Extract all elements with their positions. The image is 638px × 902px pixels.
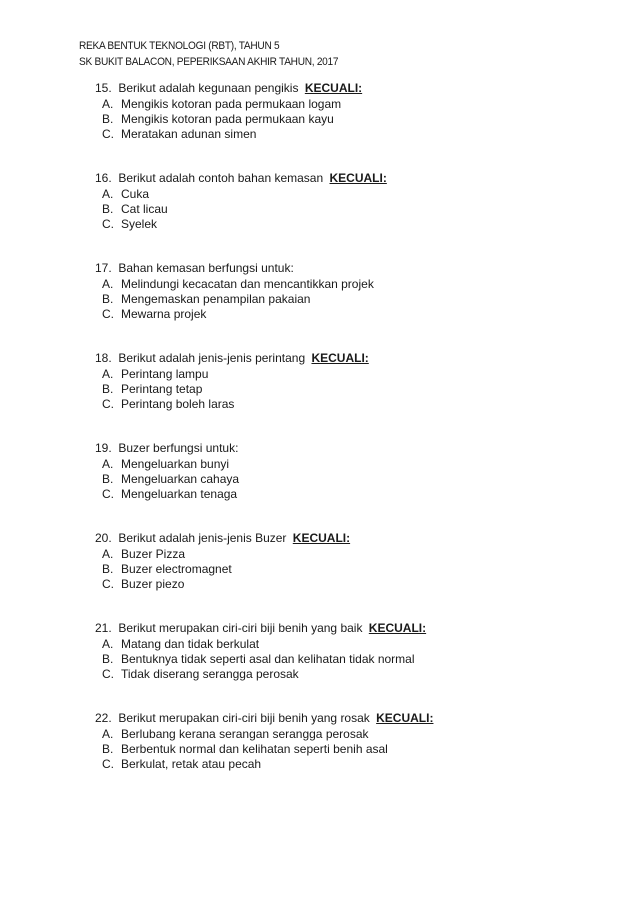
option-a — [95, 187, 555, 202]
option-letter: B. — [102, 382, 114, 396]
option-text: Perintang boleh laras — [121, 397, 235, 411]
option-list — [95, 187, 555, 232]
option-text: Berkulat, retak atau pecah — [121, 757, 262, 771]
option-b — [95, 472, 555, 487]
question-16 — [95, 169, 555, 259]
question-20 — [95, 529, 555, 619]
option-letter: A. — [102, 457, 114, 471]
question-stem — [95, 79, 555, 97]
question-stem — [95, 259, 555, 277]
question-number: 19. — [95, 441, 112, 455]
option-a — [95, 97, 555, 112]
option-c — [95, 217, 555, 232]
option-text: Cat licau — [121, 202, 168, 216]
option-text: Perintang lampu — [121, 367, 209, 381]
question-stem — [95, 169, 555, 187]
option-a — [95, 367, 555, 382]
option-text: Berlubang kerana serangan serangga perosak — [121, 727, 369, 741]
option-b — [95, 112, 555, 127]
question-text: Berikut adalah jenis-jenis Buzer — [118, 531, 287, 545]
option-c — [95, 127, 555, 142]
option-c — [95, 577, 555, 592]
question-stem — [95, 619, 555, 637]
option-letter: C. — [102, 577, 114, 591]
option-c — [95, 307, 555, 322]
option-b — [95, 292, 555, 307]
option-text: Matang dan tidak berkulat — [121, 637, 260, 651]
option-letter: C. — [102, 217, 114, 231]
option-letter: B. — [102, 652, 114, 666]
option-a — [95, 277, 555, 292]
header-subject-line: REKA BENTUK TEKNOLOGI (RBT), TAHUN 5 — [79, 40, 280, 52]
option-text: Mewarna projek — [121, 307, 207, 321]
question-number: 17. — [95, 261, 112, 275]
question-stem — [95, 439, 555, 457]
option-text: Buzer piezo — [121, 577, 185, 591]
option-list — [95, 547, 555, 592]
option-text: Buzer electromagnet — [121, 562, 232, 576]
option-b — [95, 382, 555, 397]
option-letter: A. — [102, 547, 114, 561]
option-letter: B. — [102, 472, 114, 486]
option-letter: A. — [102, 97, 114, 111]
option-text: Mengeluarkan tenaga — [121, 487, 238, 501]
option-b — [95, 742, 555, 757]
option-a — [95, 547, 555, 562]
question-number: 15. — [95, 81, 112, 95]
question-18 — [95, 349, 555, 439]
question-keyword: KECUALI: — [368, 621, 427, 635]
question-stem — [95, 529, 555, 547]
question-number: 22. — [95, 711, 112, 725]
option-list — [95, 457, 555, 502]
option-list — [95, 727, 555, 772]
option-list — [95, 277, 555, 322]
question-text: Berikut merupakan ciri-ciri biji benih yang rosak — [118, 711, 370, 725]
option-letter: A. — [102, 637, 114, 651]
question-stem — [95, 349, 555, 367]
option-list — [95, 97, 555, 142]
option-a — [95, 457, 555, 472]
option-text: Cuka — [121, 187, 150, 201]
question-keyword: KECUALI: — [304, 81, 363, 95]
option-text: Mengikis kotoran pada permukaan logam — [121, 97, 342, 111]
option-letter: B. — [102, 742, 114, 756]
option-b — [95, 202, 555, 217]
option-text: Meratakan adunan simen — [121, 127, 257, 141]
option-letter: A. — [102, 187, 114, 201]
option-text: Berbentuk normal dan kelihatan seperti benih asal — [121, 742, 388, 756]
question-keyword: KECUALI: — [311, 351, 369, 365]
option-text: Mengeluarkan bunyi — [121, 457, 230, 471]
option-list — [95, 367, 555, 412]
option-letter: B. — [102, 202, 114, 216]
option-letter: C. — [102, 487, 114, 501]
option-text: Mengemaskan penampilan pakaian — [121, 292, 311, 306]
question-text: Bahan kemasan berfungsi untuk: — [118, 261, 294, 275]
question-text: Berikut merupakan ciri-ciri biji benih yang baik — [118, 621, 363, 635]
question-list — [95, 79, 555, 799]
option-letter: C. — [102, 127, 114, 141]
question-text: Buzer berfungsi untuk: — [118, 441, 239, 455]
option-text: Mengikis kotoran pada permukaan kayu — [121, 112, 334, 126]
document-header — [79, 38, 338, 70]
option-text: Mengeluarkan cahaya — [121, 472, 240, 486]
question-number: 21. — [95, 621, 112, 635]
question-text: Berikut adalah jenis-jenis perintang — [118, 351, 306, 365]
option-letter: C. — [102, 757, 114, 771]
option-letter: A. — [102, 727, 114, 741]
question-keyword: KECUALI: — [329, 171, 387, 185]
option-letter: C. — [102, 307, 114, 321]
question-22 — [95, 709, 555, 799]
option-letter: B. — [102, 292, 114, 306]
question-text: Berikut adalah kegunaan pengikis — [118, 81, 299, 95]
option-b — [95, 562, 555, 577]
option-letter: B. — [102, 562, 114, 576]
question-19 — [95, 439, 555, 529]
question-keyword: KECUALI: — [292, 531, 351, 545]
question-keyword: KECUALI: — [376, 711, 434, 725]
option-b — [95, 652, 555, 667]
option-letter: B. — [102, 112, 114, 126]
option-c — [95, 397, 555, 412]
question-stem — [95, 709, 555, 727]
question-number: 20. — [95, 531, 112, 545]
question-17 — [95, 259, 555, 349]
option-c — [95, 757, 555, 772]
option-text: Melindungi kecacatan dan mencantikkan projek — [121, 277, 374, 291]
option-letter: C. — [102, 397, 114, 411]
option-letter: A. — [102, 367, 114, 381]
header-school-line: SK BUKIT BALACON, PEPERIKSAAN AKHIR TAHUN, 2017 — [79, 56, 339, 68]
option-letter: A. — [102, 277, 114, 291]
question-21 — [95, 619, 555, 709]
question-number: 16. — [95, 171, 112, 185]
option-text: Syelek — [121, 217, 158, 231]
option-text: Tidak diserang serangga perosak — [121, 667, 299, 681]
option-a — [95, 637, 555, 652]
question-number: 18. — [95, 351, 112, 365]
option-text: Buzer Pizza — [121, 547, 186, 561]
option-c — [95, 487, 555, 502]
option-letter: C. — [102, 667, 114, 681]
option-list — [95, 637, 555, 682]
question-text: Berikut adalah contoh bahan kemasan — [118, 171, 324, 185]
option-text: Bentuknya tidak seperti asal dan kelihatan tidak normal — [121, 652, 415, 666]
option-c — [95, 667, 555, 682]
option-text: Perintang tetap — [121, 382, 203, 396]
question-15 — [95, 79, 555, 169]
option-a — [95, 727, 555, 742]
